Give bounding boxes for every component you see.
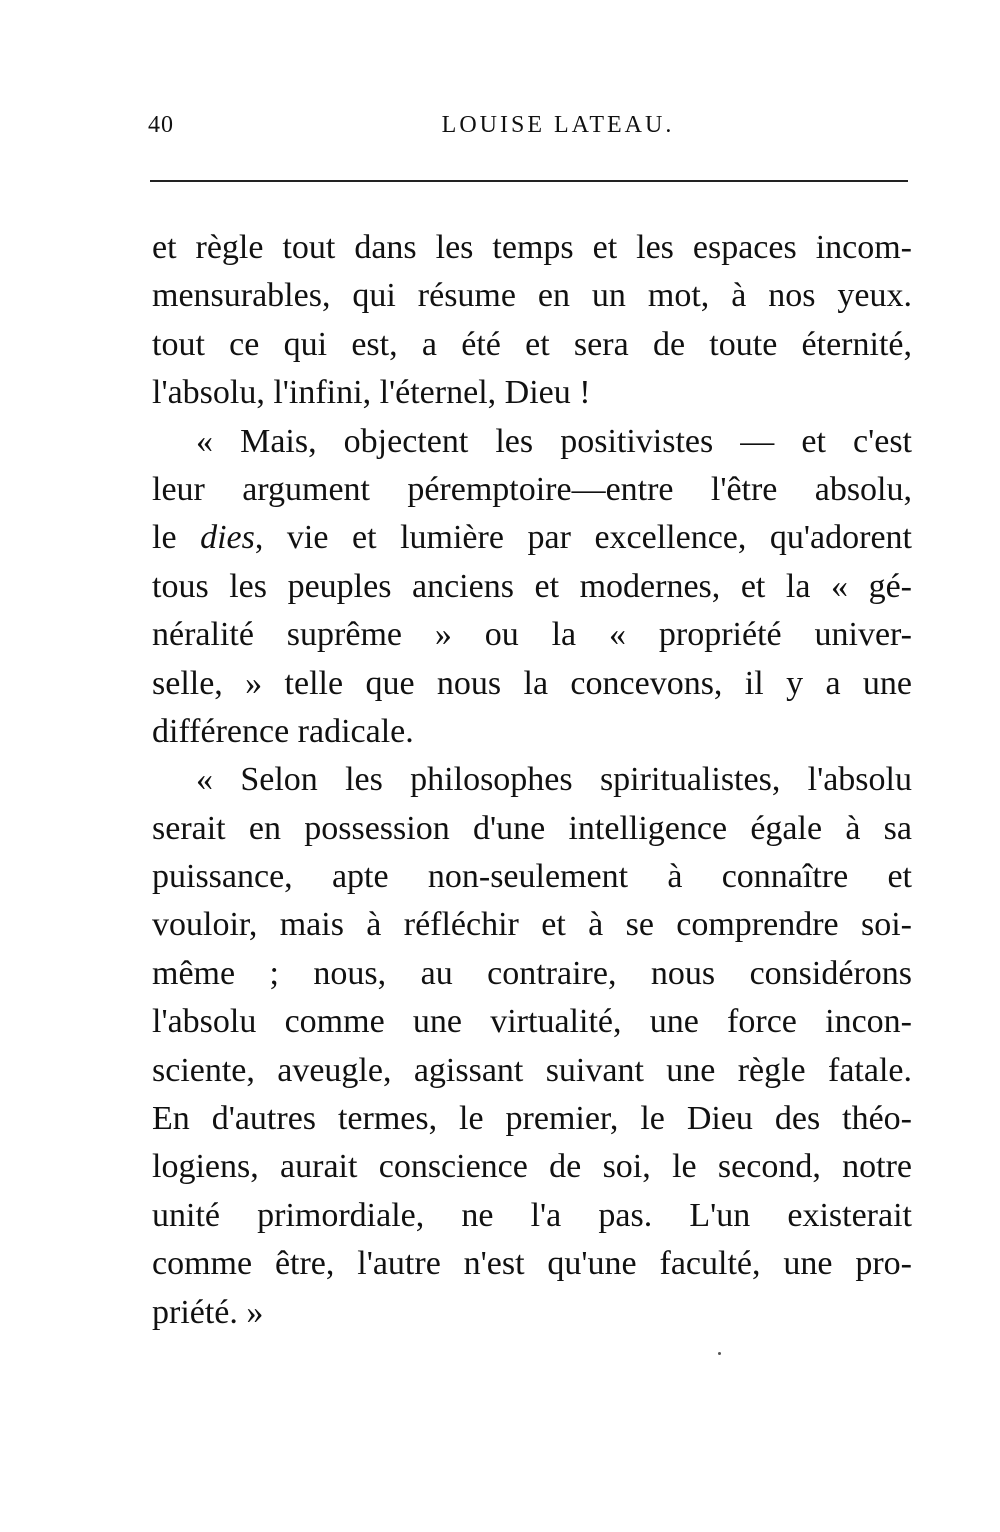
- text-line: En d'autres termes, le premier, le Dieu des théo-: [152, 1100, 912, 1138]
- running-title: LOUISE LATEAU.: [441, 112, 675, 138]
- header-rule: [150, 180, 908, 182]
- text-line: logiens, aurait conscience de soi, le second, notre: [152, 1148, 912, 1186]
- text-fragment: le: [152, 519, 177, 557]
- page-number: 40: [148, 112, 174, 138]
- text-line: et règle tout dans les temps et les espaces incom-: [152, 229, 912, 266]
- text-line: serait en possession d'une intelligence égale à sa: [152, 809, 912, 847]
- text-line: « Selon les philosophes spiritualistes, l'absolu: [196, 761, 912, 799]
- italic-word: dies: [200, 519, 255, 557]
- text-line: l'absolu comme une virtualité, une force incon-: [152, 1003, 912, 1041]
- text-line: selle, » telle que nous la concevons, il y a une: [152, 664, 912, 702]
- text-line: leur argument péremptoire—entre l'être absolu,: [152, 470, 912, 508]
- body-text: [152, 224, 912, 1337]
- text-line: tous les peuples anciens et modernes, et la « gé-: [152, 567, 912, 605]
- text-line: unité primordiale, ne l'a pas. L'un existerait: [152, 1196, 912, 1234]
- text-line: « Mais, objectent les positivistes — et c'est: [196, 422, 912, 460]
- text-line: sciente, aveugle, agissant suivant une règle fatale.: [152, 1051, 912, 1089]
- text-fragment: , vie et lumière par excellence, qu'adorent: [254, 519, 912, 557]
- running-head: [148, 112, 918, 152]
- text-line: néralité suprême » ou la « propriété univer-: [152, 616, 912, 654]
- text-line: comme être, l'autre n'est qu'une faculté, une pro-: [152, 1245, 912, 1283]
- text-line: l'absolu, l'infini, l'éternel, Dieu !: [152, 374, 591, 412]
- ink-speck: [718, 1352, 721, 1355]
- text-line: même ; nous, au contraire, nous considérons: [152, 954, 912, 992]
- text-line: priété. »: [152, 1293, 264, 1331]
- text-line: différence radicale.: [152, 712, 414, 750]
- text-line: mensurables, qui résume en un mot, à nos yeux.: [152, 277, 912, 315]
- text-line: tout ce qui est, a été et sera de toute éternité,: [152, 325, 912, 363]
- text-line-mixed: [152, 514, 912, 562]
- text-line: vouloir, mais à réfléchir et à se comprendre soi-: [152, 906, 912, 944]
- text-line: puissance, apte non-seulement à connaître et: [152, 858, 912, 896]
